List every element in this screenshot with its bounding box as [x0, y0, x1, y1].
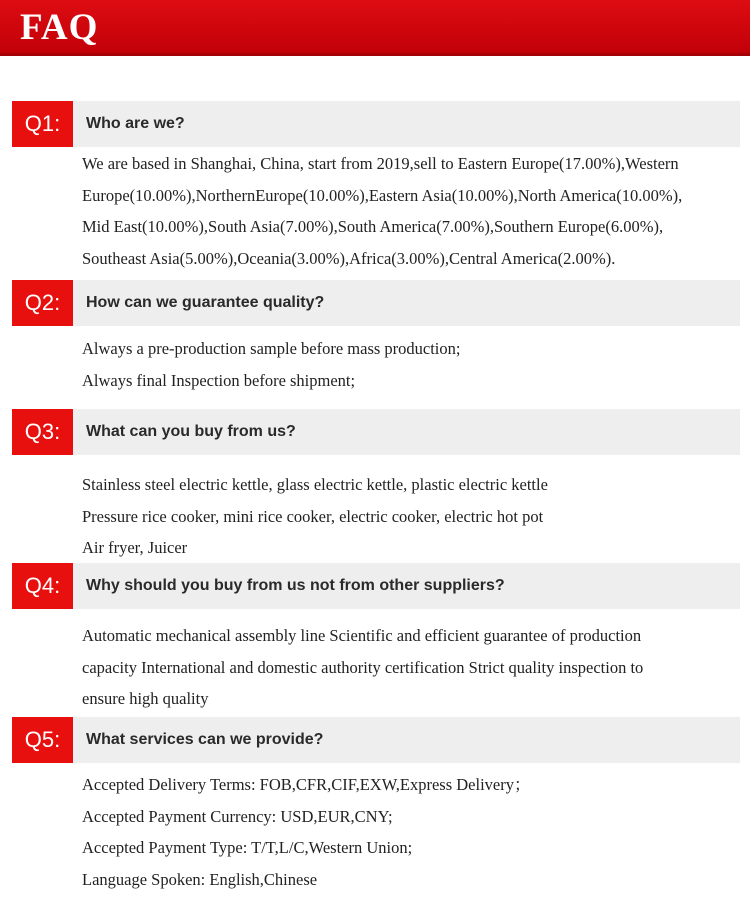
- answer-line: ensure high quality: [82, 689, 209, 708]
- answer-line: Accepted Payment Type: T/T,L/C,Western Union;: [82, 838, 413, 857]
- answer-q5: [82, 769, 742, 895]
- question-badge-q3: Q3:: [12, 409, 73, 455]
- question-badge-q2: Q2:: [12, 280, 73, 326]
- answer-line: We are based in Shanghai, China, start from 2019,sell to Eastern Europe(17.00%),Western: [82, 154, 679, 173]
- answer-q3: [82, 469, 742, 564]
- answer-line: Air fryer, Juicer: [82, 538, 188, 557]
- answer-q1: [82, 148, 742, 274]
- question-text-q5: What services can we provide?: [86, 731, 324, 748]
- answer-q4: [82, 620, 742, 715]
- question-text-q4: Why should you buy from us not from other suppliers?: [86, 577, 505, 594]
- answer-line: capacity International and domestic authority certification Strict quality inspection to: [82, 657, 644, 677]
- answer-line: Accepted Delivery Terms: FOB,CFR,CIF,EXW,Express Delivery；: [82, 775, 531, 794]
- question-bar-q1: [12, 101, 740, 147]
- answer-line: Southeast Asia(5.00%),Oceania(3.00%),Africa(3.00%),Central America(2.00%).: [82, 248, 616, 268]
- question-text-q2: How can we guarantee quality?: [86, 294, 325, 311]
- question-badge-q1: Q1:: [12, 101, 73, 147]
- answer-line: Accepted Payment Currency: USD,EUR,CNY;: [82, 806, 393, 826]
- answer-line: Always a pre-production sample before mass production;: [82, 339, 461, 358]
- answer-line: Europe(10.00%),NorthernEurope(10.00%),Eastern Asia(10.00%),North America(10.00%),: [82, 185, 683, 205]
- answer-line: Always final Inspection before shipment;: [82, 370, 356, 390]
- question-badge-q5: Q5:: [12, 717, 73, 763]
- answer-line: Mid East(10.00%),South Asia(7.00%),South America(7.00%),Southern Europe(6.00%),: [82, 217, 664, 236]
- answer-line: Language Spoken: English,Chinese: [82, 869, 318, 889]
- page-title: FAQ: [20, 7, 99, 48]
- question-text-q1: Who are we?: [86, 115, 185, 132]
- question-badge-q4: Q4:: [12, 563, 73, 609]
- question-bar-q5: [12, 717, 740, 763]
- question-text-q3: What can you buy from us?: [86, 423, 296, 440]
- answer-q2: [82, 333, 742, 396]
- question-bar-q4: [12, 563, 740, 609]
- answer-line: Stainless steel electric kettle, glass electric kettle, plastic electric kettle: [82, 475, 548, 494]
- answer-line: Automatic mechanical assembly line Scientific and efficient guarantee of production: [82, 626, 642, 645]
- question-bar-q2: [12, 280, 740, 326]
- faq-header-banner: [0, 0, 750, 56]
- answer-line: Pressure rice cooker, mini rice cooker, electric cooker, electric hot pot: [82, 506, 544, 526]
- question-bar-q3: [12, 409, 740, 455]
